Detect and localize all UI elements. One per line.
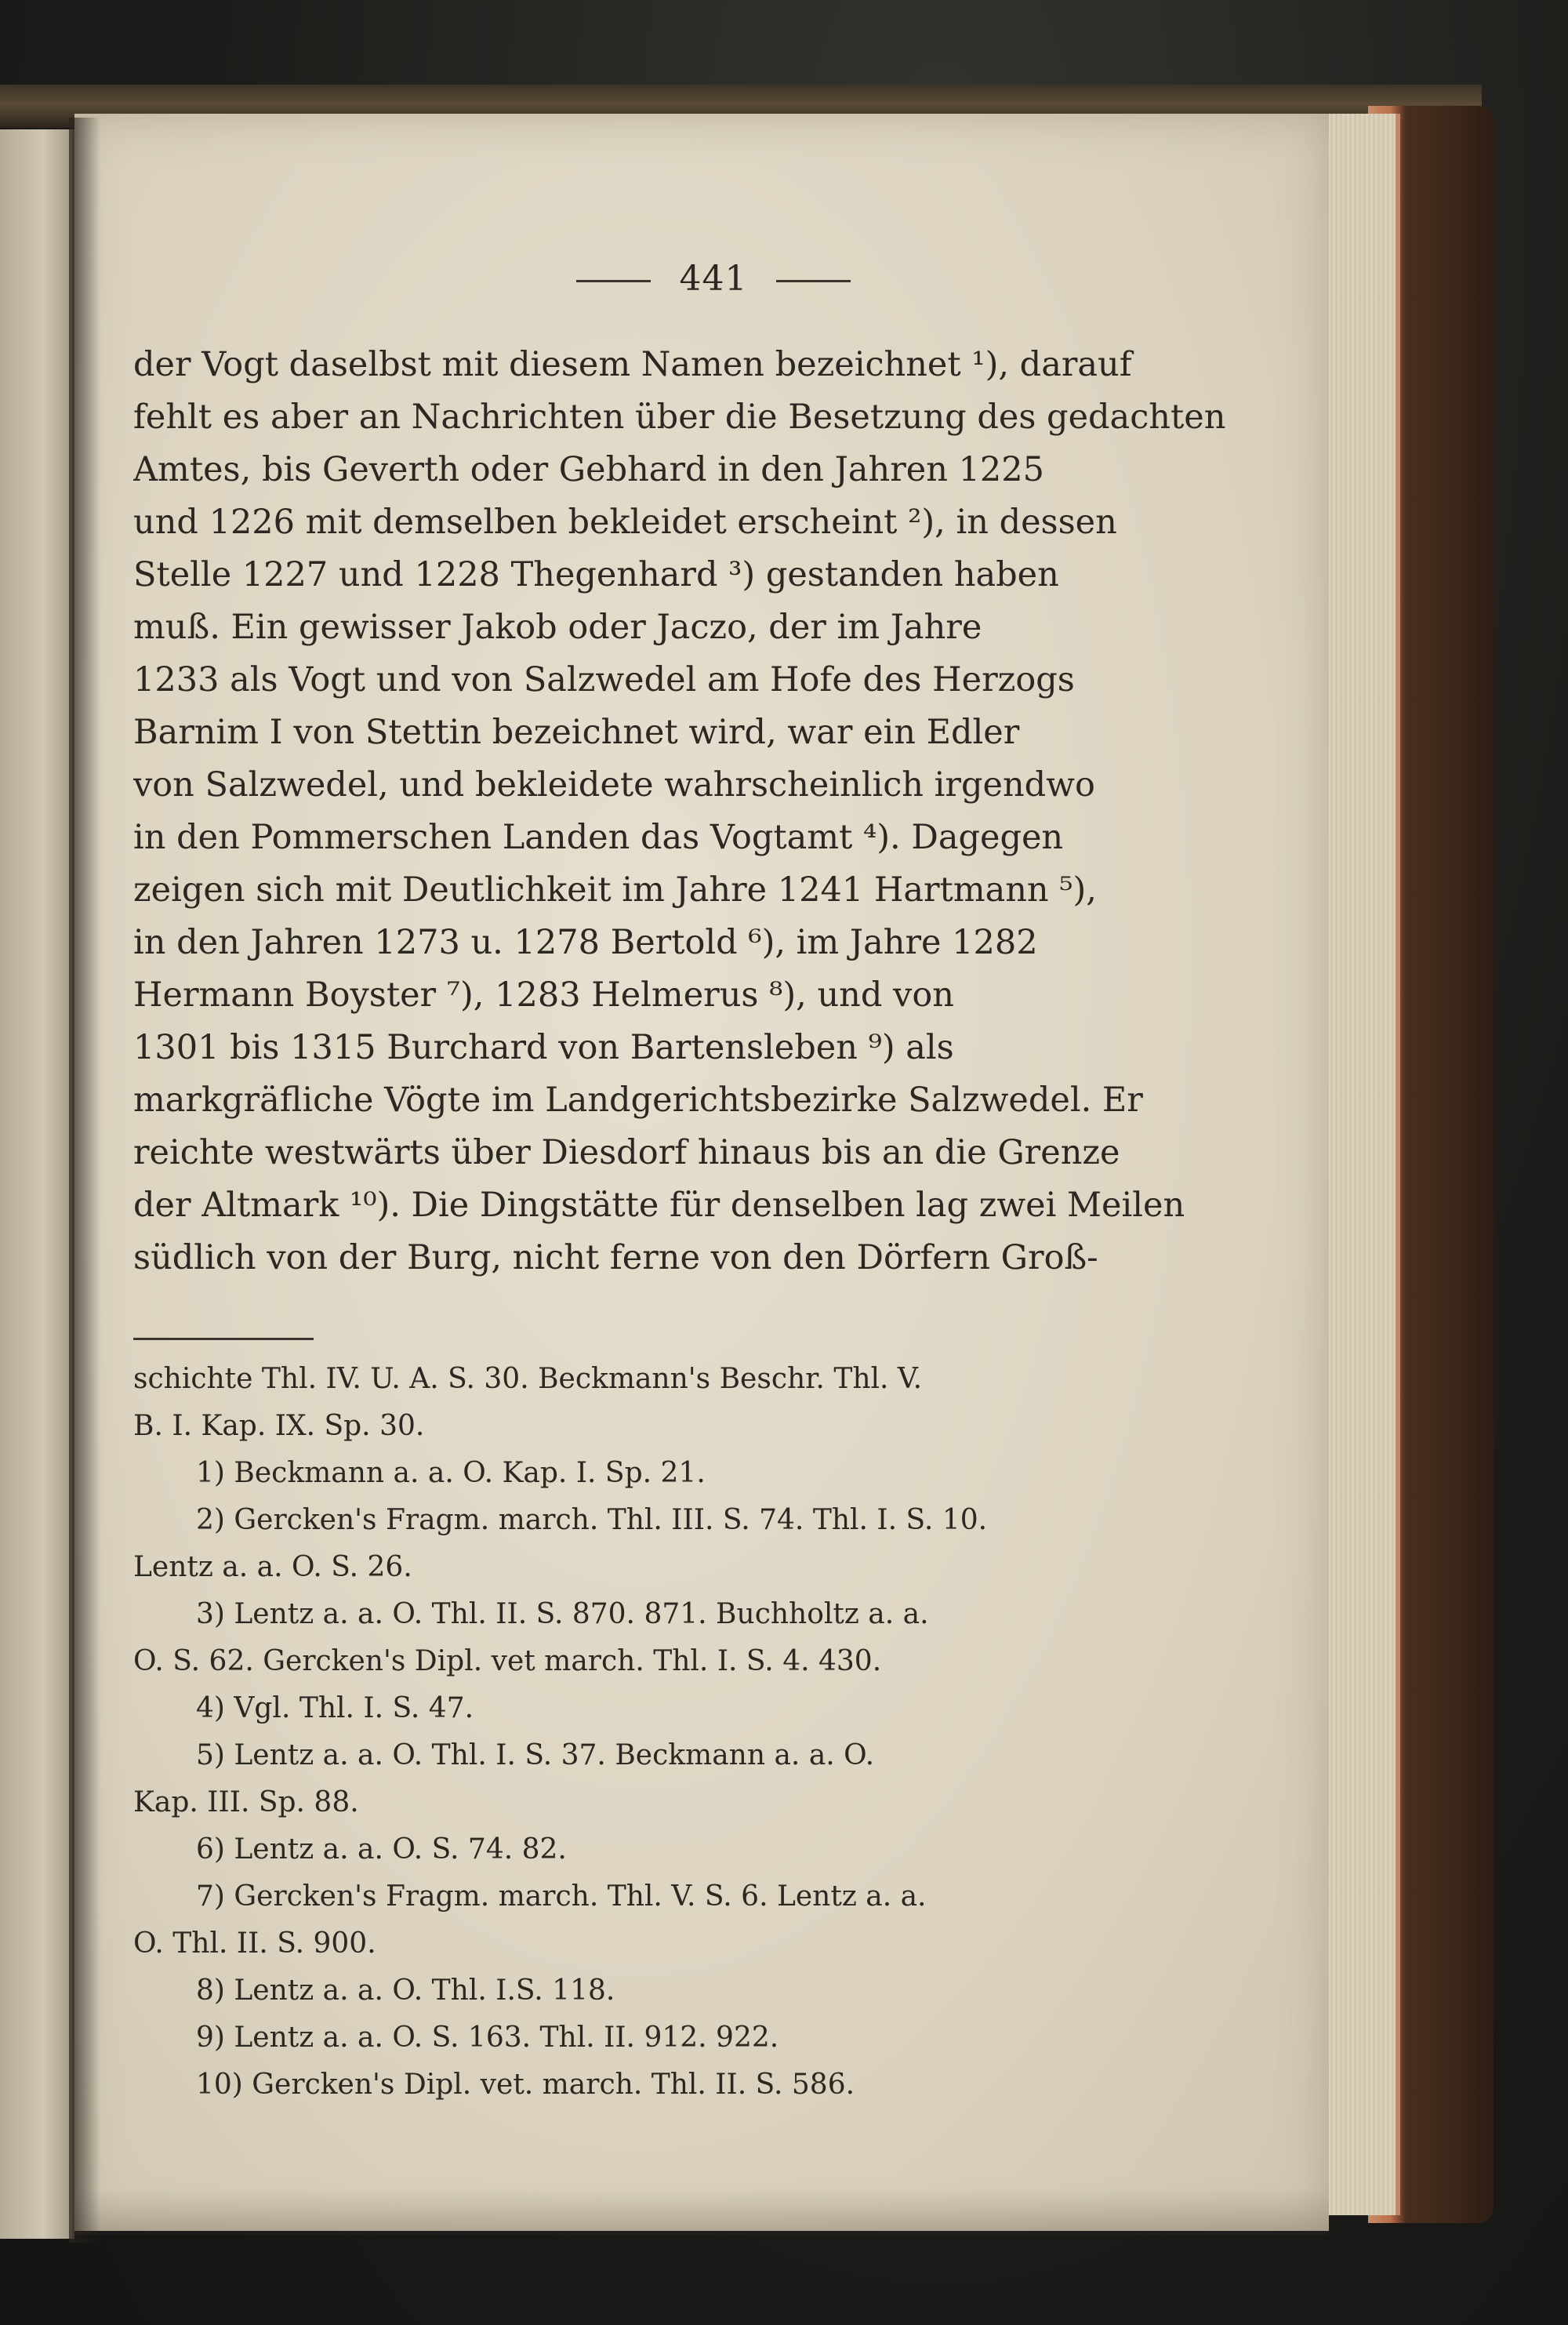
body-line: muß. Ein gewisser Jakob oder Jaczo, der im Jahre	[133, 608, 982, 647]
body-line: Hermann Boyster ⁷), 1283 Helmerus ⁸), und von	[133, 975, 954, 1015]
footnote-line: O. Thl. II. S. 900.	[133, 1927, 376, 1960]
page-content	[133, 259, 1247, 2109]
footnote-line: 7) Gercken's Fragm. march. Thl. V. S. 6. Lentz a. a.	[196, 1880, 927, 1913]
footnote-line: 3) Lentz a. a. O. Thl. II. S. 870. 871. Buchholtz a. a.	[196, 1598, 929, 1630]
footnote-line: Lentz a. a. O. S. 26.	[133, 1551, 412, 1583]
gutter-shadow	[69, 118, 100, 2243]
footnote-line: 9) Lentz a. a. O. S. 163. Thl. II. 912. 922.	[196, 2022, 779, 2054]
footnote-line: O. S. 62. Gercken's Dipl. vet march. Thl. I. S. 4. 430.	[133, 1645, 882, 1677]
footnote-line: 5) Lentz a. a. O. Thl. I. S. 37. Beckmann a. a. O.	[196, 1739, 875, 1771]
footnote-line: 4) Vgl. Thl. I. S. 47.	[196, 1692, 474, 1724]
page-stack-edge	[1325, 114, 1400, 2215]
body-text	[133, 339, 1247, 1284]
body-line: reichte westwärts über Diesdorf hinaus bis an die Grenze	[133, 1133, 1120, 1172]
footnote-line: 6) Lentz a. a. O. S. 74. 82.	[196, 1833, 567, 1865]
body-line: 1233 als Vogt und von Salzwedel am Hofe des Herzogs	[133, 660, 1075, 699]
footnote-line: 2) Gercken's Fragm. march. Thl. III. S. 74. Thl. I. S. 10.	[196, 1504, 988, 1536]
body-line: der Altmark ¹⁰). Die Dingstätte für denselben lag zwei Meilen	[133, 1186, 1185, 1225]
body-line: 1301 bis 1315 Burchard von Bartensleben ⁹) als	[133, 1028, 954, 1067]
footnote-line: 10) Gercken's Dipl. vet. march. Thl. II. S. 586.	[196, 2069, 855, 2101]
footnote-line: 1) Beckmann a. a. O. Kap. I. Sp. 21.	[196, 1457, 706, 1489]
page-number: 441	[679, 259, 748, 299]
body-line: Stelle 1227 und 1228 Thegenhard ³) gestanden haben	[133, 555, 1059, 594]
footnote-line: B. I. Kap. IX. Sp. 30.	[133, 1410, 425, 1442]
body-line: von Salzwedel, und bekleidete wahrscheinlich irgendwo	[133, 765, 1095, 805]
footnote-line: 8) Lentz a. a. O. Thl. I.S. 118.	[196, 1974, 615, 2007]
body-line: zeigen sich mit Deutlichkeit im Jahre 1241 Hartmann ⁵),	[133, 870, 1097, 910]
body-line: Barnim I von Stettin bezeichnet wird, war ein Edler	[133, 713, 1020, 752]
body-line: in den Jahren 1273 u. 1278 Bertold ⁶), im Jahre 1282	[133, 923, 1038, 962]
footnotes	[133, 1356, 1247, 2109]
left-page-edge	[0, 129, 74, 2239]
body-line: fehlt es aber an Nachrichten über die Besetzung des gedachten	[133, 398, 1226, 437]
header-dash-left	[576, 280, 651, 282]
body-line: südlich von der Burg, nicht ferne von den Dörfern Groß-	[133, 1238, 1098, 1277]
body-line: in den Pommerschen Landen das Vogtamt ⁴). Dagegen	[133, 818, 1064, 857]
body-line: der Vogt daselbst mit diesem Namen bezeichnet ¹), darauf	[133, 345, 1132, 384]
footnote-line: schichte Thl. IV. U. A. S. 30. Beckmann's Beschr. Thl. V.	[133, 1363, 923, 1395]
header-dash-right	[776, 280, 851, 282]
body-line: Amtes, bis Geverth oder Gebhard in den Jahren 1225	[133, 450, 1045, 489]
body-line: markgräfliche Vögte im Landgerichtsbezirke Salzwedel. Er	[133, 1081, 1143, 1120]
page-header	[180, 259, 1247, 314]
footnote-line: Kap. III. Sp. 88.	[133, 1786, 359, 1818]
page-bottom-shadow	[74, 2188, 1329, 2235]
footnote-separator	[133, 1338, 314, 1340]
body-line: und 1226 mit demselben bekleidet erscheint ²), in dessen	[133, 503, 1117, 542]
